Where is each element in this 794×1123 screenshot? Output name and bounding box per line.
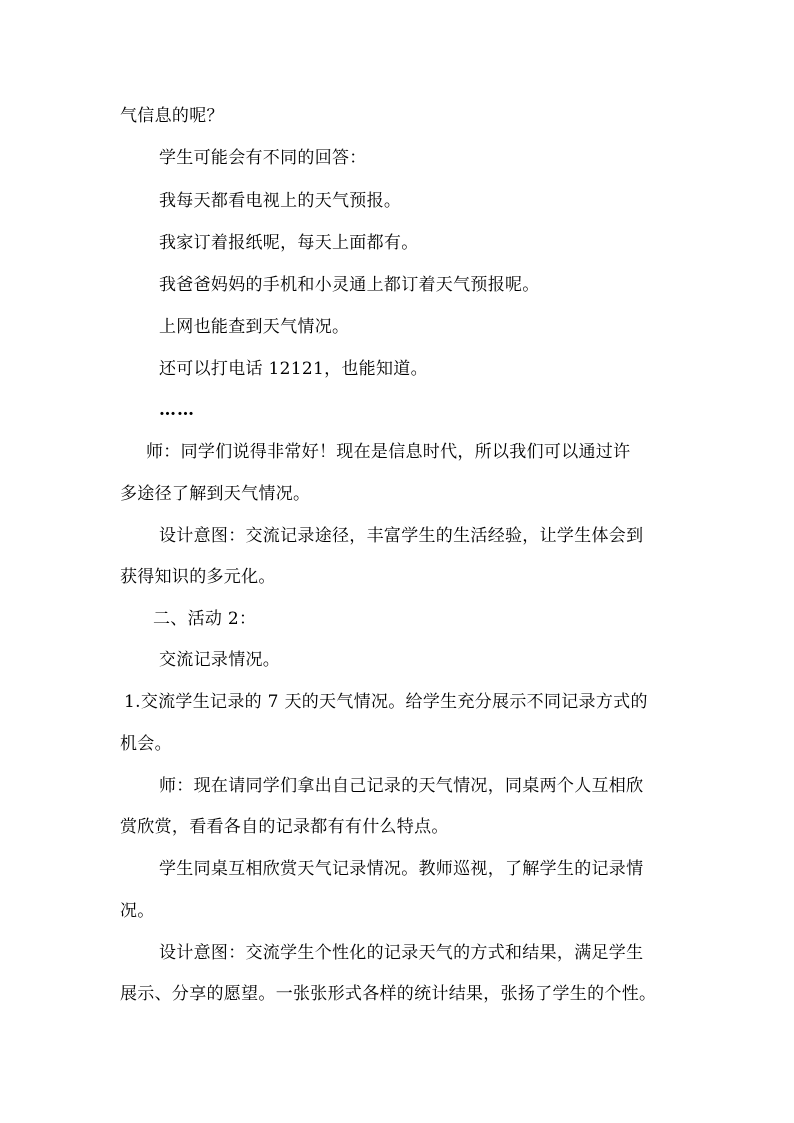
text-line: 师：现在请同学们拿出自己记录的天气情况，同桌两个人互相欣 — [159, 776, 644, 796]
section-heading: 二、活动 2： — [153, 609, 257, 629]
text-line: 况。 — [120, 901, 155, 921]
text-line: 机会。 — [120, 734, 172, 754]
text-line: 设计意图：交流记录途径，丰富学生的生活经验，让学生体会到 — [159, 526, 644, 546]
text-line: 我家订着报纸呢，每天上面都有。 — [159, 233, 419, 253]
text-line: 1.交流学生记录的 7 天的天气情况。给学生充分展示不同记录方式的 — [124, 692, 648, 712]
text-line: 师：同学们说得非常好！现在是信息时代，所以我们可以通过许 — [146, 442, 631, 462]
text-line: 交流记录情况。 — [159, 650, 281, 670]
text-line: 气信息的呢？ — [120, 106, 224, 126]
text-line: 设计意图：交流学生个性化的记录天气的方式和结果，满足学生 — [159, 943, 644, 963]
text-line: 学生同桌互相欣赏天气记录情况。教师巡视，了解学生的记录情 — [159, 859, 644, 879]
text-line: 我爸爸妈妈的手机和小灵通上都订着天气预报呢。 — [159, 275, 540, 295]
text-line: 赏欣赏，看看各自的记录都有有什么特点。 — [120, 817, 449, 837]
ellipsis-line: …… — [159, 400, 195, 420]
text-line: 学生可能会有不同的回答： — [159, 148, 367, 168]
text-line: 我每天都看电视上的天气预报。 — [159, 191, 402, 211]
text-line: 多途径了解到天气情况。 — [120, 484, 311, 504]
text-line: 还可以打电话 12121，也能知道。 — [159, 359, 428, 379]
text-line: 上网也能查到天气情况。 — [159, 317, 350, 337]
text-line: 获得知识的多元化。 — [120, 567, 276, 587]
text-line: 展示、分享的愿望。一张张形式各样的统计结果，张扬了学生的个性。 — [120, 984, 657, 1004]
